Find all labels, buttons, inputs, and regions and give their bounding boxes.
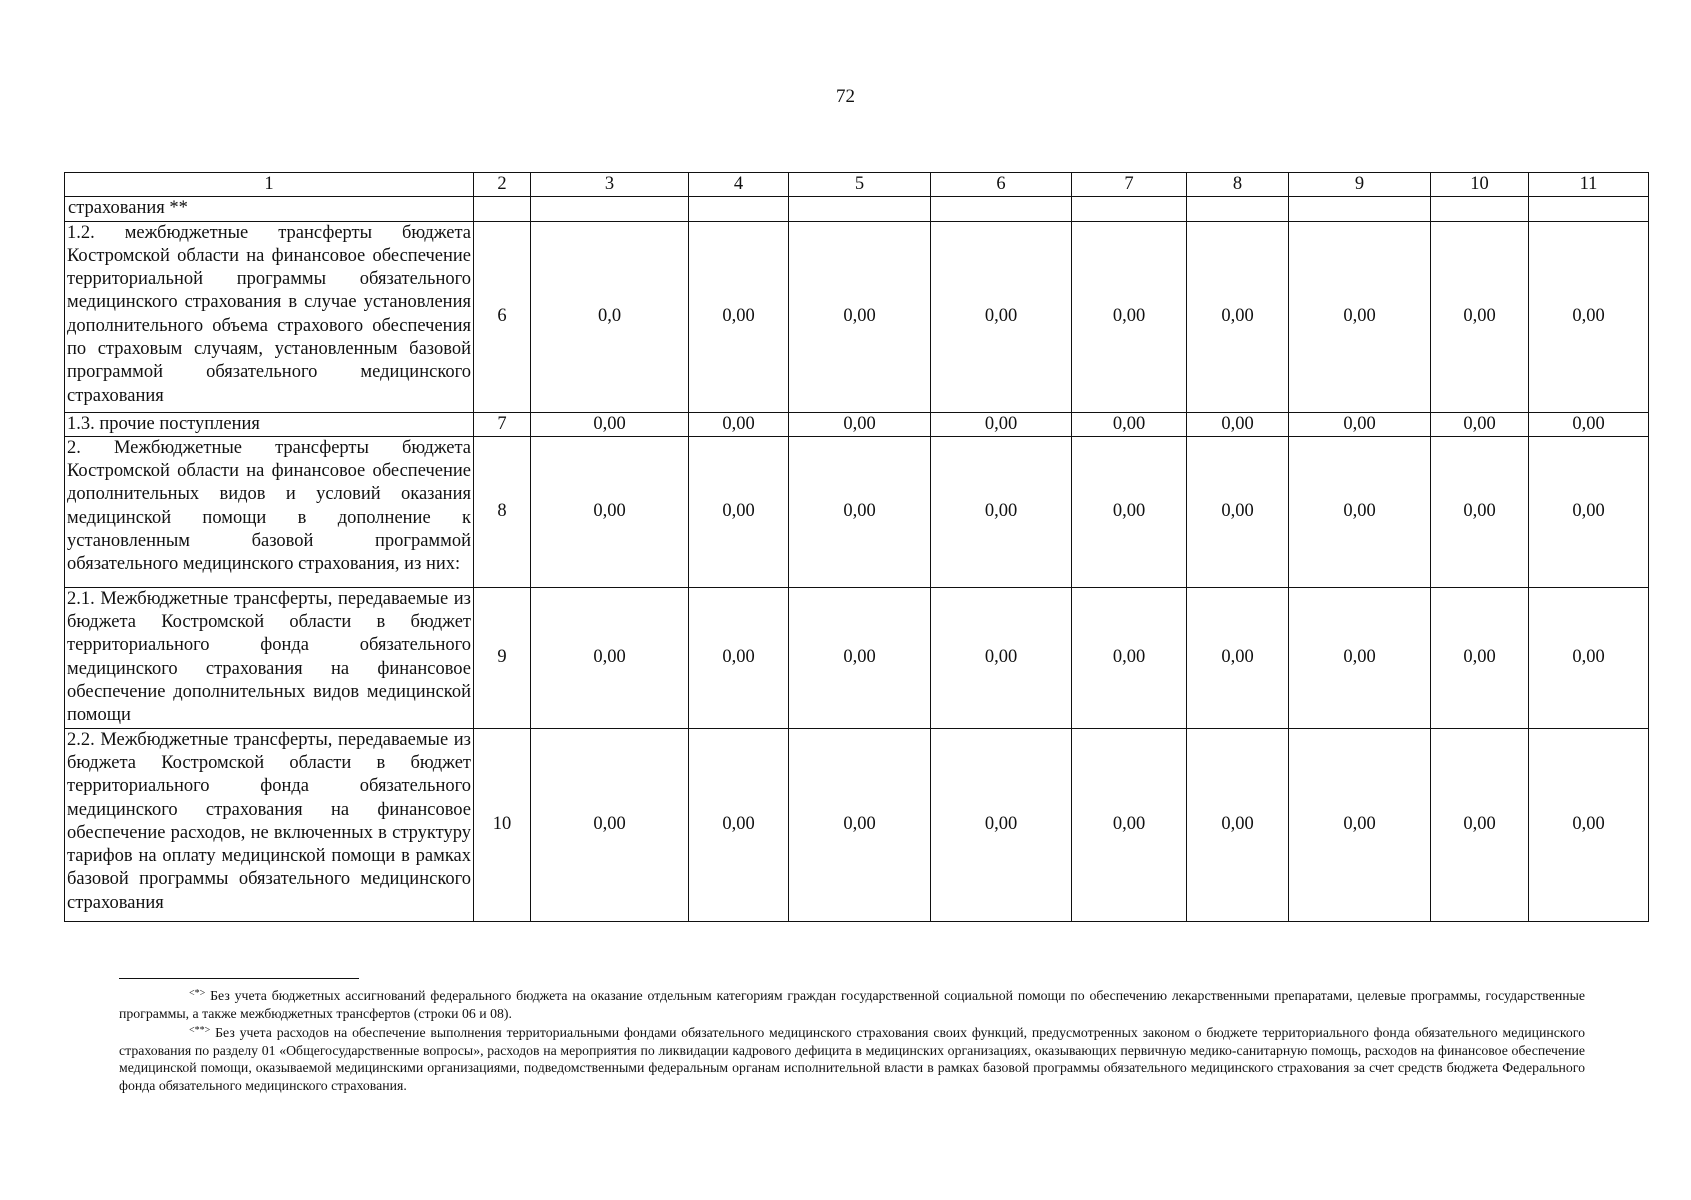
value-cell: 0,00 bbox=[1431, 436, 1529, 587]
value-cell: 0,00 bbox=[789, 412, 931, 436]
table-row bbox=[65, 412, 1649, 436]
value-cell: 0,00 bbox=[789, 221, 931, 412]
value-cell: 0,00 bbox=[531, 436, 689, 587]
value-cell: 0,00 bbox=[1187, 412, 1289, 436]
value-cell: 0,00 bbox=[1072, 412, 1187, 436]
table-row bbox=[65, 587, 1649, 728]
value-cell: 0,00 bbox=[1529, 436, 1649, 587]
budget-table bbox=[64, 172, 1649, 922]
footnote-2 bbox=[119, 1022, 1585, 1094]
value-cell: 0,00 bbox=[531, 412, 689, 436]
continuation-row bbox=[65, 197, 1649, 221]
value-cell: 0,00 bbox=[531, 728, 689, 921]
row-code: 7 bbox=[474, 412, 531, 436]
row-code: 10 bbox=[474, 728, 531, 921]
value-cell: 0,00 bbox=[931, 412, 1072, 436]
value-cell: 0,00 bbox=[1431, 728, 1529, 921]
footnotes bbox=[119, 978, 1585, 1095]
value-cell: 0,00 bbox=[1187, 436, 1289, 587]
footnote-rule bbox=[119, 978, 359, 979]
footnote-text: Без учета расходов на обеспечение выполнения территориальными фондами обязательного медицинского страхования своих функций, предусмотренных законом о бюджете территориального фонда обязательного медицинского страхования по разделу 01 «Общегосударственные вопросы», расходов на мероприятия по ликвидации кадрового дефицита в медицинских организациях, оказывающих первичную медико-санитарную помощь, расходов на финансовое обеспечение медицинской помощи, оказываемой медицинскими организациями, подведомственными федеральным органам исполнительной власти в рамках базовой программы обязательного медицинского страхования за счет средств бюджета Федерального фонда обязательного медицинского страхования. bbox=[119, 1025, 1585, 1093]
value-cell: 0,00 bbox=[1431, 587, 1529, 728]
value-cell: 0,00 bbox=[1072, 436, 1187, 587]
row-code: 8 bbox=[474, 436, 531, 587]
column-number: 10 bbox=[1431, 173, 1529, 197]
row-description: 2.1. Межбюджетные трансферты, передаваемые из бюджета Костромской области в бюджет территориального фонда обязательного медицинского страхования на финансовое обеспечение дополнительных видов медицинской помощи bbox=[65, 587, 474, 728]
row-description: 1.3. прочие поступления bbox=[65, 412, 474, 436]
column-number: 1 bbox=[65, 173, 474, 197]
footnote-text: Без учета бюджетных ассигнований федерального бюджета на оказание отдельным категориям граждан государственной социальной помощи по обеспечению лекарственными препаратами, целевые программы, государственные программы, а также межбюджетных трансфертов (строки 06 и 08). bbox=[119, 988, 1586, 1021]
column-number: 4 bbox=[689, 173, 789, 197]
value-cell: 0,00 bbox=[1289, 587, 1431, 728]
column-number: 7 bbox=[1072, 173, 1187, 197]
column-number: 9 bbox=[1289, 173, 1431, 197]
row-description: 1.2. межбюджетные трансферты бюджета Костромской области на финансовое обеспечение территориальной программы обязательного медицинского страхования в случае установления дополнительного объема страхового обеспечения по страховым случаям, установленным базовой программой обязательного медицинского страхования bbox=[65, 221, 474, 412]
footnote-mark: <**> bbox=[189, 1025, 211, 1037]
value-cell: 0,0 bbox=[531, 221, 689, 412]
value-cell: 0,00 bbox=[1072, 728, 1187, 921]
value-cell: 0,00 bbox=[789, 728, 931, 921]
value-cell: 0,00 bbox=[1289, 728, 1431, 921]
value-cell: 0,00 bbox=[689, 728, 789, 921]
column-number: 6 bbox=[931, 173, 1072, 197]
row-code: 9 bbox=[474, 587, 531, 728]
value-cell: 0,00 bbox=[1289, 221, 1431, 412]
column-number: 11 bbox=[1529, 173, 1649, 197]
footnote-mark: <*> bbox=[189, 988, 206, 999]
value-cell: 0,00 bbox=[1431, 221, 1529, 412]
table-row bbox=[65, 728, 1649, 921]
column-number: 2 bbox=[474, 173, 531, 197]
value-cell: 0,00 bbox=[931, 728, 1072, 921]
value-cell: 0,00 bbox=[689, 412, 789, 436]
row-description: 2.2. Межбюджетные трансферты, передаваемые из бюджета Костромской области в бюджет территориального фонда обязательного медицинского страхования на финансовое обеспечение расходов, не включенных в структуру тарифов на оплату медицинской помощи в рамках базовой программы обязательного медицинского страхования bbox=[65, 728, 474, 921]
value-cell: 0,00 bbox=[931, 436, 1072, 587]
value-cell: 0,00 bbox=[1529, 221, 1649, 412]
continuation-text: страхования ** bbox=[65, 197, 474, 221]
column-number: 3 bbox=[531, 173, 689, 197]
value-cell: 0,00 bbox=[1431, 412, 1529, 436]
value-cell: 0,00 bbox=[1529, 412, 1649, 436]
value-cell: 0,00 bbox=[1072, 221, 1187, 412]
value-cell: 0,00 bbox=[789, 436, 931, 587]
row-description: 2. Межбюджетные трансферты бюджета Костромской области на финансовое обеспечение дополнительных видов и условий оказания медицинской помощи в дополнение к установленным базовой программой обязательного медицинского страхования, из них: bbox=[65, 436, 474, 587]
table-row bbox=[65, 436, 1649, 587]
value-cell: 0,00 bbox=[931, 221, 1072, 412]
table-row bbox=[65, 221, 1649, 412]
value-cell: 0,00 bbox=[789, 587, 931, 728]
value-cell: 0,00 bbox=[689, 221, 789, 412]
value-cell: 0,00 bbox=[1529, 728, 1649, 921]
value-cell: 0,00 bbox=[1187, 728, 1289, 921]
value-cell: 0,00 bbox=[1289, 436, 1431, 587]
value-cell: 0,00 bbox=[1529, 587, 1649, 728]
row-code: 6 bbox=[474, 221, 531, 412]
value-cell: 0,00 bbox=[1289, 412, 1431, 436]
value-cell: 0,00 bbox=[689, 436, 789, 587]
column-numbers-row bbox=[65, 173, 1649, 197]
column-number: 8 bbox=[1187, 173, 1289, 197]
value-cell: 0,00 bbox=[531, 587, 689, 728]
column-number: 5 bbox=[789, 173, 931, 197]
value-cell: 0,00 bbox=[1187, 587, 1289, 728]
value-cell: 0,00 bbox=[1072, 587, 1187, 728]
value-cell: 0,00 bbox=[931, 587, 1072, 728]
value-cell: 0,00 bbox=[689, 587, 789, 728]
footnote-1 bbox=[119, 985, 1585, 1022]
page-number: 72 bbox=[836, 86, 855, 107]
value-cell: 0,00 bbox=[1187, 221, 1289, 412]
